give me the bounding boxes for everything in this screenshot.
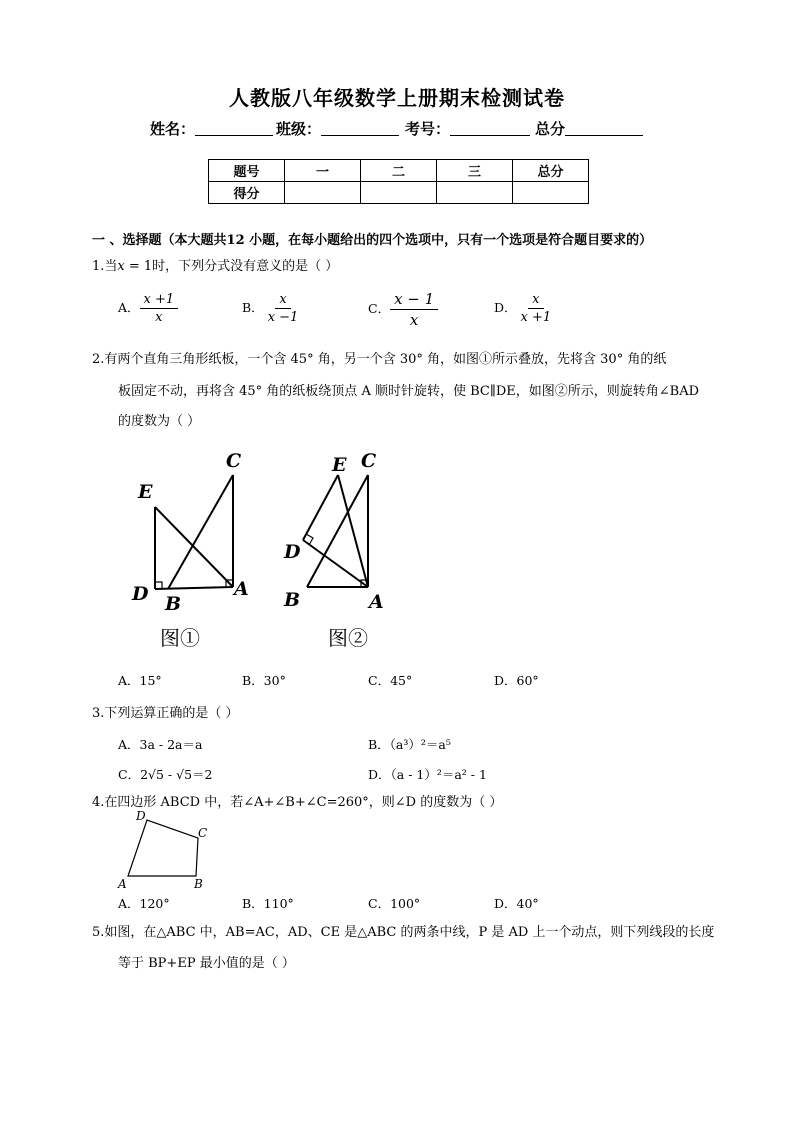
figure-1-labels [131,450,249,615]
option-label: A． [118,300,140,315]
name-blank[interactable] [195,121,273,136]
q2-option-c[interactable]: C．45° [368,673,413,688]
q1-option-a[interactable] [118,292,178,325]
score-cell[interactable] [361,182,437,204]
table-header-cell: 题号 [209,160,285,182]
q4-option-c[interactable]: C．100° [368,896,421,911]
fraction: $\frac{x +1}{x}$ [140,292,179,325]
question-4-stem: 4.在四边形 ABCD 中，若∠A+∠B+∠C=260°，则∠D 的度数为（ ） [92,795,503,810]
vertex-label-d: D [284,541,301,563]
vertex-label-c: C [226,450,242,472]
vertex-label-a: A [118,877,127,891]
class-label: 班级： [276,120,322,138]
vertex-label-d: D [132,583,149,605]
exam-no-blank[interactable] [450,121,530,136]
q2-option-d[interactable]: D．60° [494,673,539,688]
fraction: $\frac{x}{x +1}$ [520,292,552,325]
score-table [208,159,589,204]
exam-no-field[interactable] [405,118,530,139]
figure-1-caption: 图① [160,626,200,650]
vertex-label-c: C [198,826,208,840]
q4-option-a[interactable]: A．120° [118,896,170,911]
name-label: 姓名： [150,120,196,138]
section-heading: 一 、选择题（本大题共12 小题，在每小题给出的四个选项中，只有一个选项是符合题目要求的） [92,233,653,248]
figure-2 [303,475,368,587]
segment-CB [307,475,368,587]
q3-option-a[interactable]: A．3a - 2a＝a [118,737,203,752]
q4-option-b[interactable]: B．110° [242,896,294,911]
vertex-label-b: B [194,877,203,891]
segment-EA [155,507,233,587]
segment-EA [338,475,368,587]
table-header-cell: 三 [437,160,513,182]
question-1-stem [92,255,338,274]
q4-option-d[interactable]: D．40° [494,896,539,911]
question-5-line-2: 等于 BP+EP 最小值的是（ ） [118,956,295,971]
question-5-line-1: 5.如图，在△ABC 中，AB=AC，AD、CE 是△ABC 的两条中线，P 是 AD 上一个动点，则下列线段的长度 [92,925,715,940]
q2-figures [120,440,420,660]
page-title: 人教版八年级数学上册期末检测试卷 [229,86,565,110]
quadrilateral-abcd [128,820,198,876]
class-field[interactable] [276,118,399,139]
row-label-cell: 得分 [209,182,285,204]
option-label: B． [242,300,264,315]
q1-prefix: 1.当 [92,259,118,274]
total-blank[interactable] [565,121,643,136]
question-2-line-1: 2.有两个直角三角形纸板，一个含 45° 角，另一个含 30° 角，如图①所示叠放，先将含 30° 角的纸 [92,352,667,367]
class-blank[interactable] [321,121,399,136]
question-2-line-2: 板固定不动，再将含 45° 角的纸板绕顶点 A 顺时针旋转，使 BC∥DE，如图②所示，则旋转角∠BAD [118,384,700,399]
q1-option-b[interactable] [242,292,302,325]
q1-variable: x [117,259,125,274]
question-3-stem: 3.下列运算正确的是（ ） [92,706,239,721]
q2-option-a[interactable]: A．15° [118,673,162,688]
vertex-label-b: B [284,589,301,611]
fraction: $\frac{x}{x -1}$ [267,292,299,325]
vertex-label-a: A [234,578,249,600]
q3-option-b[interactable]: B．（a³）²＝a⁵ [368,737,451,752]
q1-option-c[interactable] [368,290,438,329]
table-header-cell: 总分 [513,160,589,182]
total-label: 总分 [535,120,566,138]
q3-option-c[interactable]: C．2√5 - √5＝2 [118,767,213,782]
segment-DA [155,587,233,589]
q1-option-d[interactable] [494,292,555,325]
table-header-cell: 一 [285,160,361,182]
figure-1 [155,475,233,589]
option-label: D． [494,300,517,315]
score-cell[interactable] [513,182,589,204]
exam-no-label: 考号： [405,120,451,138]
question-2-line-3: 的度数为（ ） [118,414,201,429]
name-field[interactable] [150,118,273,139]
total-field[interactable] [535,118,643,139]
vertex-label-a: A [369,591,384,613]
segment-CB [168,475,233,589]
vertex-label-e: E [332,454,347,476]
score-table-header-row [209,160,589,182]
score-cell[interactable] [285,182,361,204]
figure-2-caption: 图② [328,626,368,650]
vertex-label-c: C [361,450,377,472]
score-table-row [209,182,589,204]
fraction: $\frac{x - 1}{x}$ [390,290,438,329]
q2-option-b[interactable]: B．30° [242,673,286,688]
option-label: C． [368,301,391,316]
score-cell[interactable] [437,182,513,204]
q3-option-d[interactable]: D．（a - 1）²＝a² - 1 [368,767,487,782]
table-header-cell: 二 [361,160,437,182]
q1-rest: = 1时，下列分式没有意义的是（ ） [124,259,339,274]
q4-vertex-labels [117,809,207,891]
segment-ED [303,475,338,540]
vertex-label-d: D [136,809,146,823]
q4-quadrilateral-figure [112,806,222,892]
vertex-label-b: B [165,593,182,615]
vertex-label-e: E [138,481,153,503]
